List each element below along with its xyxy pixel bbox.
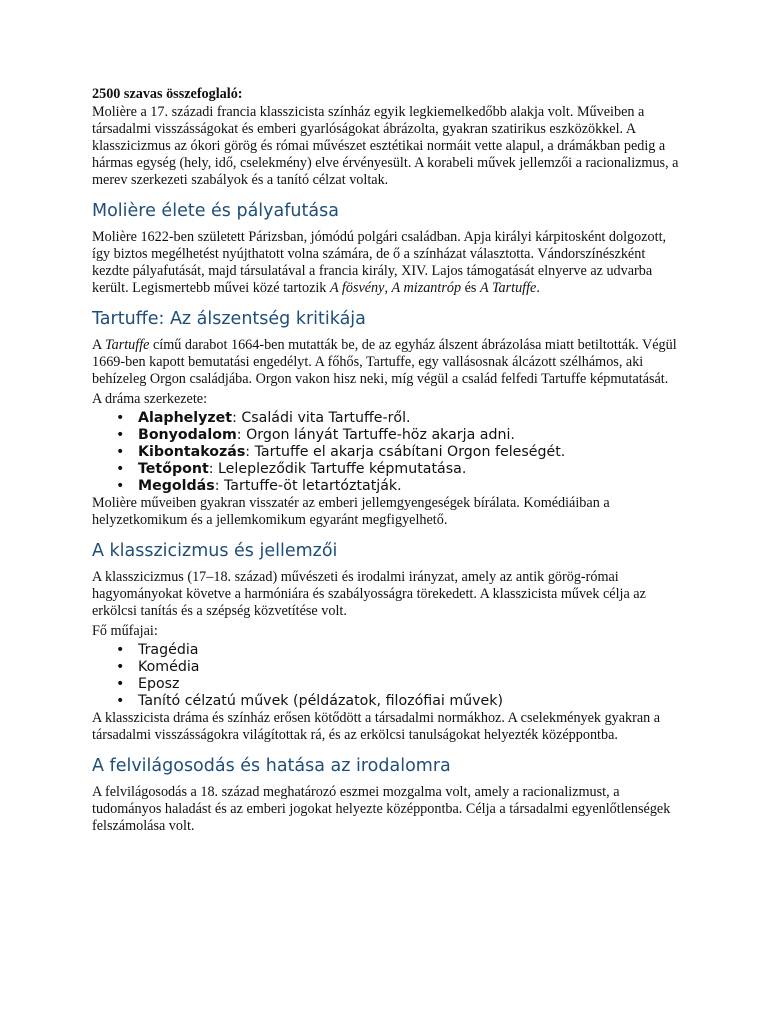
- bullet-icon: •: [116, 427, 125, 443]
- list-item: [116, 410, 680, 427]
- drama-structure-label: A dráma szerkezete:: [92, 391, 208, 407]
- tartuffe-text-post: című darabot 1664-ben mutatták be, de az egyház álszent ábrázolása miatt betiltották. Végül 1669-ben kapott bemutatási engedélyt. A főhős, Tartuffe, egy vallásosnak álcázott szélhámos, aki behízeleg Orgon családjába. Orgon vakon hisz neki, míg végül a család felfedi Tartuffe képmutatását.: [92, 337, 677, 387]
- work-title-tartuffe-inline: Tartuffe: [105, 337, 150, 353]
- list-item: [116, 427, 680, 444]
- bullet-icon: •: [116, 642, 125, 658]
- genre-label: Eposz: [138, 676, 180, 692]
- list-item: [116, 461, 680, 478]
- structure-desc: : Tartuffe-öt letartóztatják.: [214, 478, 402, 494]
- work-title-tartuffe: A Tartuffe: [479, 280, 537, 296]
- intro-paragraph: Molière a 17. századi francia klasszicista színház egyik legkiemelkedőbb alakja volt. Műveiben a társadalmi visszásságokat és emberi gyarlóságokat ábrázolta, gyakran szatirikus eszközökkel. A klasszicizmus az ókori görög és római művészet esztétikai normáit vette alapul, a drámákban pedig a hármas egység (hely, idő, cselekmény) elve érvényesült. A korabeli művek jellemzői a racionalizmus, a merev szerkezeti szabályok és a tanító célzat voltak.: [92, 104, 679, 188]
- work-title-fosveny: A fösvény: [329, 280, 385, 296]
- structure-term: Kibontakozás: [138, 444, 246, 460]
- structure-term: Megoldás: [138, 478, 215, 494]
- document-page: [92, 86, 680, 838]
- moliere-life-paragraph: [92, 229, 680, 297]
- section-heading-tartuffe: Tartuffe: Az álszentség kritikája: [92, 309, 366, 329]
- bullet-icon: •: [116, 676, 125, 692]
- classicism-closing-paragraph: A klasszicista dráma és színház erősen kötődött a társadalmi normákhoz. A cselekmények gyakran a társadalmi visszásságokra világítottak rá, és az erkölcsi tanulságokat helyezték középpontba.: [92, 710, 661, 743]
- structure-desc: : Családi vita Tartuffe-ről.: [232, 410, 411, 426]
- section-heading-enlightenment: A felvilágosodás és hatása az irodalomra: [92, 756, 451, 776]
- tartuffe-closing-paragraph: Molière műveiben gyakran visszatér az emberi jellemgyengeségek bírálata. Komédiáiban a helyzetkomikum és a jellemkomikum egyaránt megfigyelhető.: [92, 495, 610, 528]
- bullet-icon: •: [116, 659, 125, 675]
- tartuffe-text-pre: A: [92, 337, 106, 353]
- list-item: [116, 478, 680, 495]
- bullet-icon: •: [116, 478, 125, 494]
- structure-desc: : Orgon lányát Tartuffe-höz akarja adni.: [236, 427, 515, 443]
- bullet-icon: •: [116, 410, 125, 426]
- summary-heading: 2500 szavas összefoglaló:: [92, 86, 243, 102]
- bullet-icon: •: [116, 461, 125, 477]
- genres-label: Fő műfajai:: [92, 623, 158, 639]
- sentence-end: .: [536, 280, 540, 296]
- separator: és: [461, 280, 480, 296]
- list-item: [116, 444, 680, 461]
- separator: ,: [384, 280, 392, 296]
- enlightenment-paragraph: A felvilágosodás a 18. század meghatározó eszmei mozgalma volt, amely a racionalizmust, a tudományos haladást és az emberi jogokat helyezte középpontba. Célja a társadalmi egyenlőtlenségek felszámolása volt.: [92, 784, 671, 834]
- list-item: [116, 659, 680, 676]
- structure-desc: : Lelepleződik Tartuffe képmutatása.: [208, 461, 467, 477]
- work-title-mizantrop: A mizantróp: [391, 280, 462, 296]
- structure-desc: : Tartuffe el akarja csábítani Orgon feleségét.: [245, 444, 566, 460]
- list-item: [116, 642, 680, 659]
- genre-label: Komédia: [138, 659, 200, 675]
- moliere-life-text: Molière 1622-ben született Párizsban, jómódú polgári családban. Apja királyi kárpitosként dolgozott, így biztos megélhetést nyújthatott volna számára, de ő a színházat választotta. Vándorszínészként kezdte pályafutását, majd társulatával a francia király, XIV. Lajos támogatását elnyerve az udvarba került. Legismertebb művei közé tartozik: [92, 229, 667, 296]
- bullet-icon: •: [116, 693, 125, 709]
- tartuffe-paragraph: [92, 337, 680, 388]
- genre-label: Tanító célzatú művek (példázatok, filozófiai művek): [138, 693, 504, 709]
- section-heading-classicism: A klasszicizmus és jellemzői: [92, 541, 338, 561]
- drama-structure-list: [92, 410, 680, 495]
- genre-label: Tragédia: [138, 642, 199, 658]
- structure-term: Tetőpont: [138, 461, 209, 477]
- genres-list: [92, 642, 680, 710]
- list-item: [116, 693, 680, 710]
- classicism-paragraph: A klasszicizmus (17–18. század) művészeti és irodalmi irányzat, amely az antik görög-római hagyományokat követve a harmóniára és szabályosságra törekedett. A klasszicista művek célja az erkölcsi tanítás és a szépség közvetítése volt.: [92, 569, 646, 619]
- list-item: [116, 676, 680, 693]
- section-heading-moliere-life: Molière élete és pályafutása: [92, 201, 339, 221]
- bullet-icon: •: [116, 444, 125, 460]
- structure-term: Alaphelyzet: [138, 410, 233, 426]
- structure-term: Bonyodalom: [138, 427, 237, 443]
